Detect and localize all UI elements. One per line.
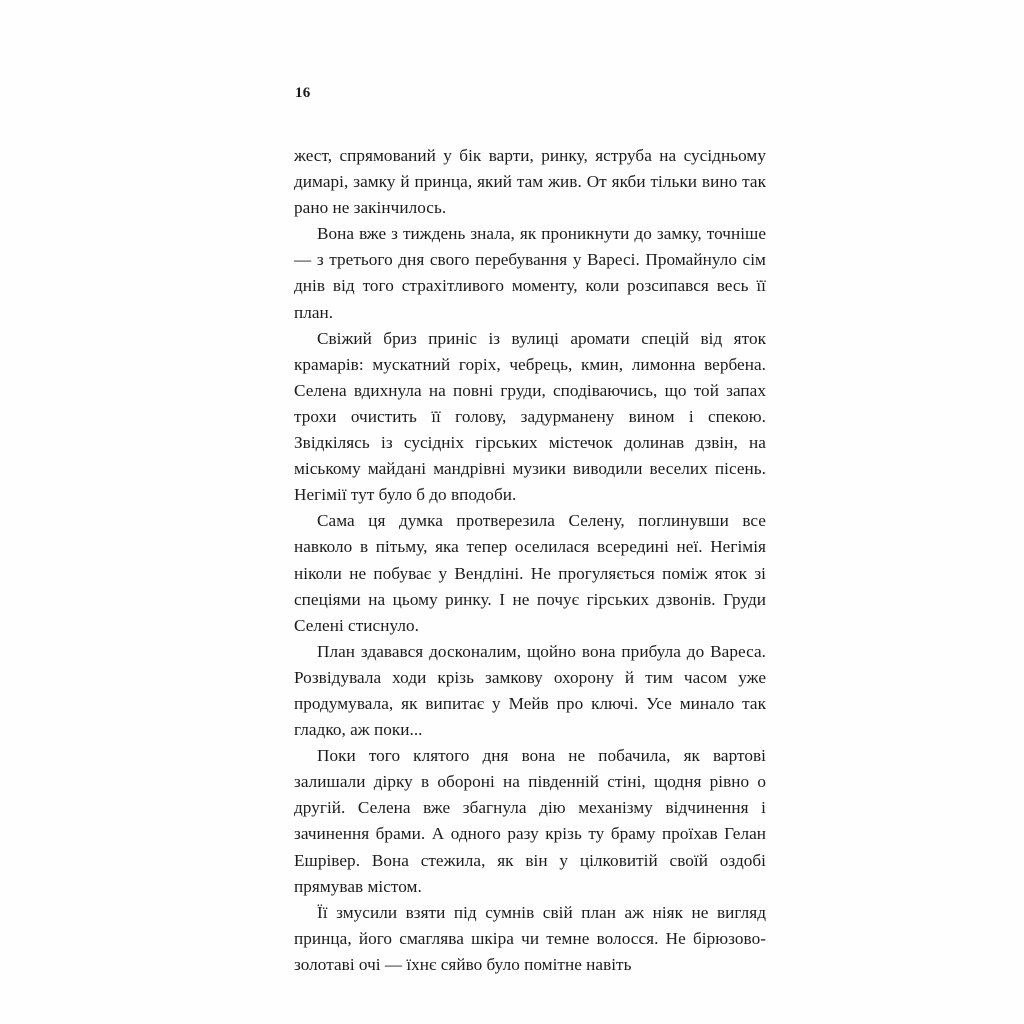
paragraph: Свіжий бриз приніс із вулиці аромати спецій від яток крамарів: мускатний горіх, чебрець, кмин, лимонна вербена. Селена вдихнула на повні груди, сподіваючись, що той запах трохи очистить її голову, задурманену вином і спекою. Звідкілясь із сусідніх гірських містечок долинав дзвін, на міському майдані мандрівні музики виводили веселих пісень. Негімії тут було б до вподоби. (294, 328, 766, 505)
page-number: 16 (295, 85, 311, 101)
paragraph: Вона вже з тиждень знала, як проникнути до замку, точніше — з третього дня свого перебування у Варесі. Промайнуло сім днів від того страхітливого моменту, коли розсипався весь її план. (294, 224, 766, 322)
page-text-block (294, 86, 766, 978)
paragraph: жест, спрямований у бік варти, ринку, яструба на сусідньому димарі, замку й принца, який там жив. От якби тільки вино так рано не закінчилось. (294, 146, 766, 218)
paragraph: Сама ця думка протверезила Селену, поглинувши все навколо в пітьму, яка тепер оселилася всередині неї. Негімія ніколи не побуває у Вендліні. Не прогуляється поміж яток зі спеціями на цьому ринку. І не почує гірських дзвонів. Груди Селені стиснуло. (294, 511, 766, 635)
body-text (294, 143, 766, 978)
paragraph: Поки того клятого дня вона не побачила, як вартові залишали дірку в обороні на південній стіні, щодня рівно о другій. Селена вже збагнула дію механізму відчинення і зачинення брами. А одного разу крізь ту браму проїхав Гелан Ешрівер. Вона стежила, як він у цілковитій своїй оздобі прямував містом. (294, 746, 766, 896)
paragraph: Її змусили взяти під сумнів свій план аж ніяк не вигляд принца, його смаглява шкіра чи темне волосся. Не бірюзово-золотаві очі — їхнє сяйво було помітне навіть (294, 902, 766, 974)
paragraph: План здавався досконалим, щойно вона прибула до Вареса. Розвідувала ходи крізь замкову охорону й тим часом уже продумувала, як випитає у Мейв про ключі. Усе минало так гладко, аж поки... (294, 641, 766, 740)
